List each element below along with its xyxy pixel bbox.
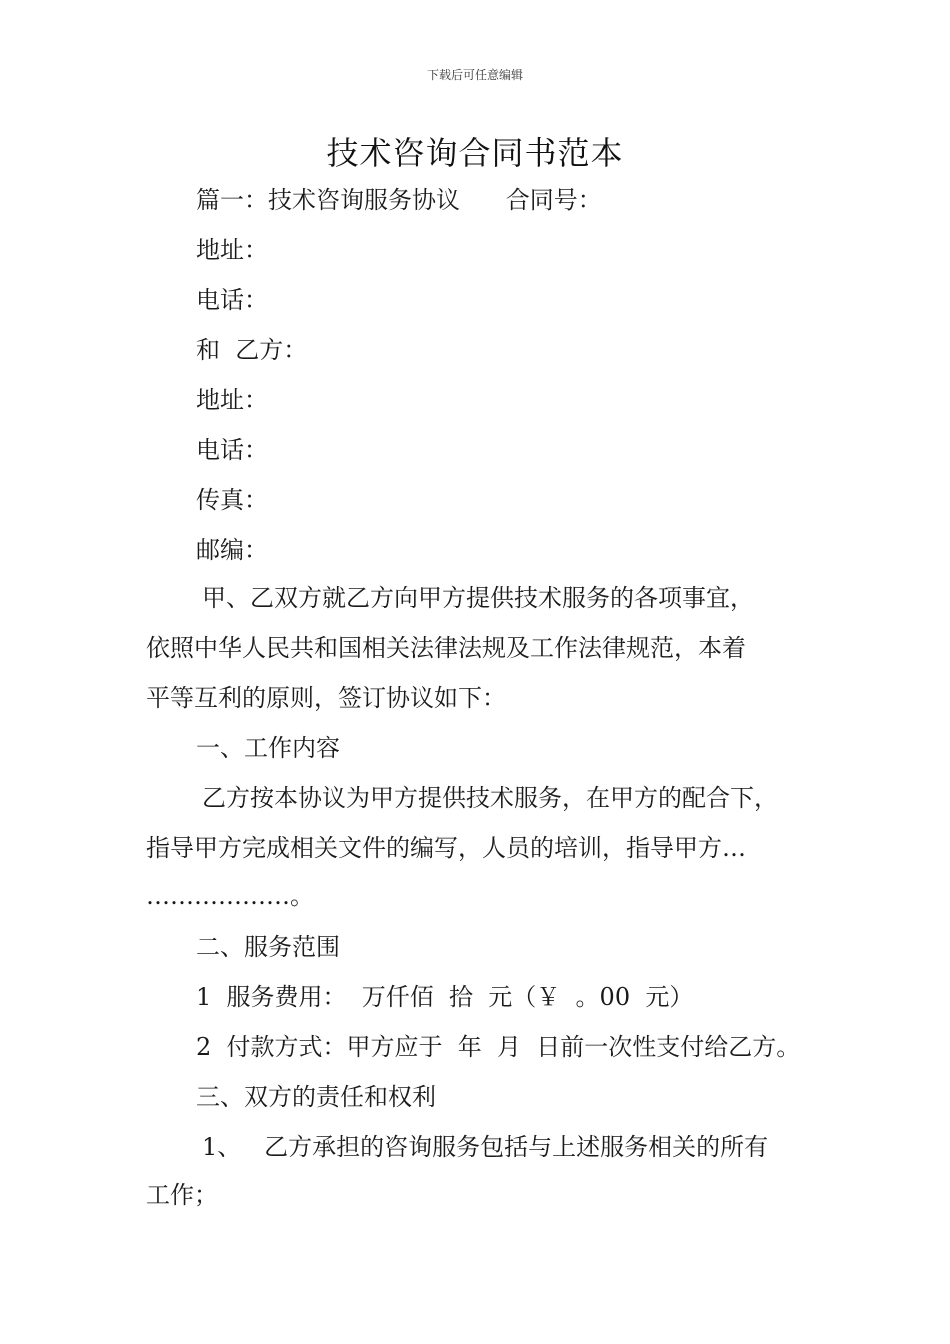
service-fee-item: 1 服务费用： 万仟佰 拾 元（￥ 。00 元） xyxy=(196,983,694,1011)
party-b-address-label: 地址： xyxy=(196,386,268,414)
party-b-label: 和 乙方： xyxy=(196,336,308,364)
responsibility-line-1: 1、 乙方承担的咨询服务包括与上述服务相关的所有 xyxy=(202,1133,769,1161)
document-title: 技术咨询合同书范本 xyxy=(326,134,624,172)
responsibility-line-2: 工作； xyxy=(146,1181,218,1209)
work-content-line-2: 指导甲方完成相关文件的编写，人员的培训，指导甲方… xyxy=(146,834,746,862)
party-a-phone-label: 电话： xyxy=(196,286,268,314)
party-b-fax-label: 传真： xyxy=(196,486,268,514)
section-heading-service-scope: 二、服务范围 xyxy=(196,933,340,961)
work-content-line-3: ………………。 xyxy=(146,882,314,910)
party-b-phone-label: 电话： xyxy=(196,436,268,464)
payment-method-item: 2 付款方式：甲方应于 年 月 日前一次性支付给乙方。 xyxy=(196,1033,801,1061)
work-content-line-1: 乙方按本协议为甲方提供技术服务，在甲方的配合下， xyxy=(202,784,778,812)
intro-paragraph-line-3: 平等互利的原则，签订协议如下： xyxy=(146,684,506,712)
party-a-address-label: 地址： xyxy=(196,236,268,264)
section-heading-responsibilities: 三、双方的责任和权利 xyxy=(196,1083,436,1111)
header-note: 下载后可任意编辑 xyxy=(426,68,523,82)
section-heading-work-content: 一、工作内容 xyxy=(196,734,340,762)
intro-paragraph-line-1: 甲、乙双方就乙方向甲方提供技术服务的各项事宜， xyxy=(202,584,754,612)
intro-paragraph-line-2: 依照中华人民共和国相关法律法规及工作法律规范，本着 xyxy=(146,634,746,662)
party-b-postcode-label: 邮编： xyxy=(196,536,268,564)
subtitle-contract-number: 篇一：技术咨询服务协议 合同号： xyxy=(196,186,602,214)
